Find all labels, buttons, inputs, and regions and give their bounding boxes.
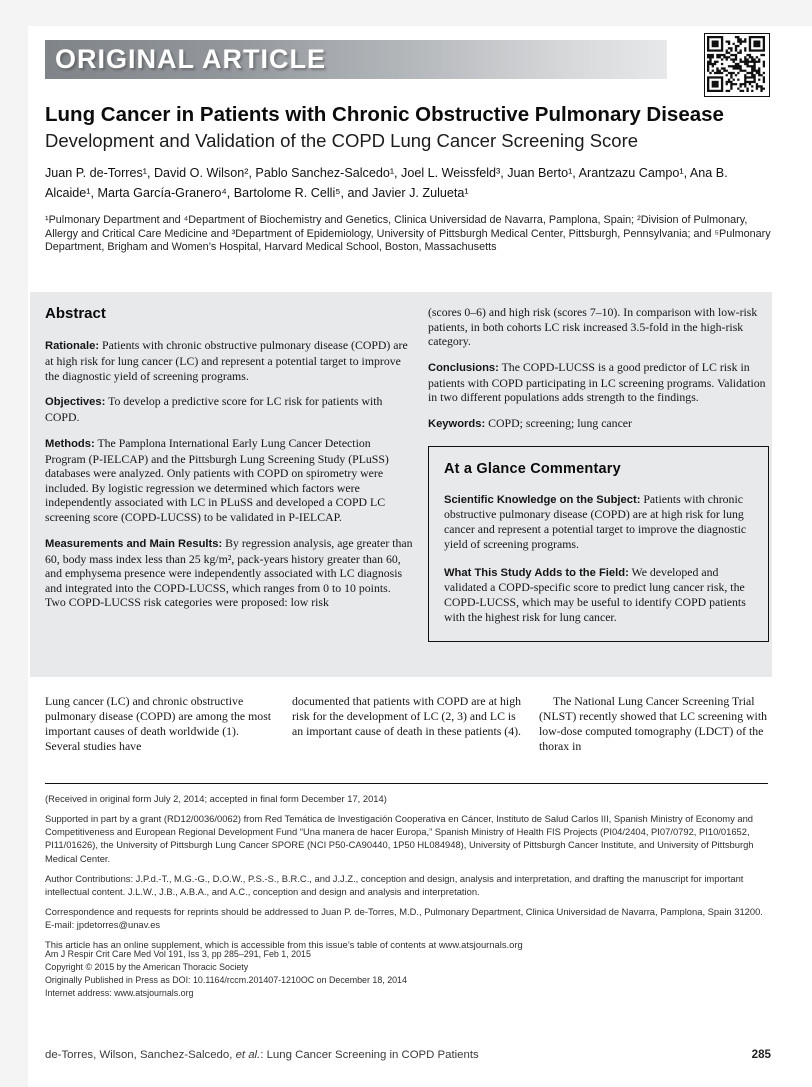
glance-heading: At a Glance Commentary bbox=[444, 460, 621, 477]
running-footer-text bbox=[45, 1049, 479, 1061]
abstract-section bbox=[30, 292, 772, 677]
journal-internet-address: Internet address: www.atsjournals.org bbox=[45, 988, 194, 999]
body-column-3: The National Lung Cancer Screening Trial (NLST) recently showed that LC screening with low-dose computed tomography (LDCT) of the thorax in bbox=[539, 694, 768, 754]
footnote-divider bbox=[45, 783, 768, 784]
abstract-measurements bbox=[45, 536, 413, 610]
qr-code-image bbox=[707, 36, 765, 92]
footnote-contributions: Author Contributions: J.P.d.-T., M.G.-G., D.O.W., P.S.-S., B.R.C., and J.J.Z., conception and design, analysis and interpretation, and drafting the manuscript for important intellectual content. J.L.W., J.B., A.B.A., and A.C., conception and design and analysis and interpretation. bbox=[45, 872, 744, 897]
measurements-label: Measurements and Main Results: bbox=[45, 537, 223, 550]
authors-line: Juan P. de-Torres¹, David O. Wilson², Pablo Sanchez-Salcedo¹, Joel L. Weissfeld³, Juan Berto¹, Arantzazu Campo¹, Ana B. Alcaide¹, Marta García-Granero⁴, Bartolome R. Celli⁵, and Javier J. Zulueta¹ bbox=[45, 166, 728, 200]
abstract-objectives bbox=[45, 394, 413, 425]
knowledge-text: Patients with chronic obstructive pulmonary disease (COPD) are at high risk for lung cancer and represent a potential target to improve the diagnostic yield of screening programs. bbox=[444, 491, 747, 552]
keywords-text: COPD; screening; lung cancer bbox=[485, 416, 632, 431]
footer-authors: de-Torres, Wilson, Sanchez-Salcedo, bbox=[45, 1049, 236, 1061]
conclusions-label: Conclusions: bbox=[428, 361, 499, 374]
journal-citation: Am J Respir Crit Care Med Vol 191, Iss 3, pp 285–291, Feb 1, 2015 bbox=[45, 949, 311, 959]
abstract-right-column bbox=[428, 305, 769, 642]
qr-code bbox=[704, 33, 770, 97]
footnote-received: (Received in original form July 2, 2014; accepted in final form December 17, 2014) bbox=[45, 793, 387, 804]
abstract-methods bbox=[45, 436, 413, 525]
adds-label: What This Study Adds to the Field: bbox=[444, 567, 629, 580]
journal-copyright: Copyright © 2015 by the American Thoracic Society bbox=[45, 962, 249, 973]
footnotes-section bbox=[45, 792, 771, 959]
glance-adds bbox=[444, 565, 753, 625]
article-type-banner bbox=[45, 40, 667, 79]
glance-knowledge bbox=[444, 492, 753, 552]
page-margin-top bbox=[0, 0, 812, 26]
body-text bbox=[45, 694, 770, 754]
footer-etal: et al. bbox=[235, 1049, 261, 1061]
journal-doi: Originally Published in Press as DOI: 10.1164/rccm.201407-1210OC on December 18, 2014 bbox=[45, 975, 407, 986]
article-subtitle: Development and Validation of the COPD Lung Cancer Screening Score bbox=[45, 130, 639, 151]
footer-title: : Lung Cancer Screening in COPD Patients bbox=[260, 1049, 479, 1061]
abstract-rationale bbox=[45, 338, 413, 383]
article-type-label: ORIGINAL ARTICLE bbox=[55, 44, 326, 74]
abstract-conclusions bbox=[428, 360, 769, 405]
rationale-label: Rationale: bbox=[45, 340, 100, 352]
abstract-heading: Abstract bbox=[45, 305, 106, 322]
abstract-left-column bbox=[45, 305, 413, 621]
abstract-continuation: (scores 0–6) and high risk (scores 7–10). In comparison with low-risk patients, in both cohorts LC risk increased 3.5-fold in the high-risk category. bbox=[428, 305, 758, 349]
body-column-2: documented that patients with COPD are at high risk for the development of LC (2, 3) and LC is an important cause of death in these patients (4). bbox=[292, 694, 522, 739]
page-number: 285 bbox=[751, 1048, 771, 1061]
page-margin-left bbox=[0, 0, 28, 1087]
running-footer bbox=[45, 1048, 771, 1061]
at-a-glance-box bbox=[428, 446, 769, 642]
footnote-supplement: This article has an online supplement, which is accessible from this issue’s table of contents at www.atsjournals.org bbox=[45, 939, 523, 951]
affiliations: ¹Pulmonary Department and ⁴Department of Biochemistry and Genetics, Clinica Universidad de Navarra, Pamplona, Spain; ²Division of Pulmonary, Allergy and Critical Care Medicine and ³Department of Epidemiology, University of Pittsburgh Medical Center, Pittsburgh, Pennsylvania; and ⁵Pulmonary Department, Brigham and Women’s Hospital, Harvard Medical School, Boston, Massachusetts bbox=[45, 214, 771, 254]
objectives-label: Objectives: bbox=[45, 396, 106, 409]
measurements-text: By regression analysis, age greater than 60, body mass index less than 25 kg/m², pack-years history greater than 60, and emphysema presence were independently associated with LC diagnosis and integrated into the COPD-LUCSS, which ranges from 0 to 10 points. Two COPD-LUCSS risk categories were proposed: low risk bbox=[45, 535, 413, 610]
article-title: Lung Cancer in Patients with Chronic Obstructive Pulmonary Disease bbox=[45, 103, 724, 126]
keywords-label: Keywords: bbox=[428, 418, 486, 431]
footnote-correspondence: Correspondence and requests for reprints should be addressed to Juan P. de-Torres, M.D., Pulmonary Department, Clinica Universidad de Navarra, Pamplona, Spain 31200. E-mail: jpdetorres@unav.es bbox=[45, 906, 763, 931]
conclusions-text: The COPD-LUCSS is a good predictor of LC risk in patients with COPD participating in LC screening programs. Validation in two different populations adds strength to the findings. bbox=[428, 359, 766, 405]
methods-text: The Pamplona International Early Lung Cancer Detection Program (P-IELCAP) and the Pittsburgh Lung Screening Study (PLuSS) databases were analyzed. Only patients with COPD on spirometry were included. By logistic regression we determined which factors were independently associated with LC in PLuSS and developed a COPD LC screening score (COPD-LUCSS) to be validated in P-IELCAP. bbox=[45, 435, 389, 525]
objectives-text: To develop a predictive score for LC risk for patients with COPD. bbox=[45, 394, 383, 425]
rationale-text: Patients with chronic obstructive pulmonary disease (COPD) are at high risk for lung cancer (LC) and represent a potential target to improve the diagnostic yield of screening programs. bbox=[45, 338, 408, 383]
knowledge-label: Scientific Knowledge on the Subject: bbox=[444, 493, 641, 506]
journal-info bbox=[45, 948, 771, 1000]
footnote-support: Supported in part by a grant (RD12/0036/0062) from Red Temática de Investigación Cooperativa en Cáncer, Instituto de Salud Carlos III, Spanish Ministry of Economy and Competitiveness and European Regional Development Fund “Una manera de hacer Europa,” Spanish Ministry of Health FIS Projects (PI04/2404, PI07/0792, PI10/01652, PI11/01626), the University of Pittsburgh Lung Cancer SPORE (NCI P50-CA90440, 1P50 HL084948), University of Pittsburgh Cancer Institute, and University of Pittsburgh Medical Center. bbox=[45, 813, 754, 864]
body-column-1: Lung cancer (LC) and chronic obstructive pulmonary disease (COPD) are among the most important causes of death worldwide (1). Several studies have bbox=[45, 694, 272, 754]
abstract-keywords bbox=[428, 416, 769, 432]
methods-label: Methods: bbox=[45, 437, 95, 450]
adds-text: We developed and validated a COPD-specific score to predict lung cancer risk, the COPD-LUCSS, which may be useful to identify COPD patients with the highest risk for lung cancer. bbox=[444, 565, 746, 625]
